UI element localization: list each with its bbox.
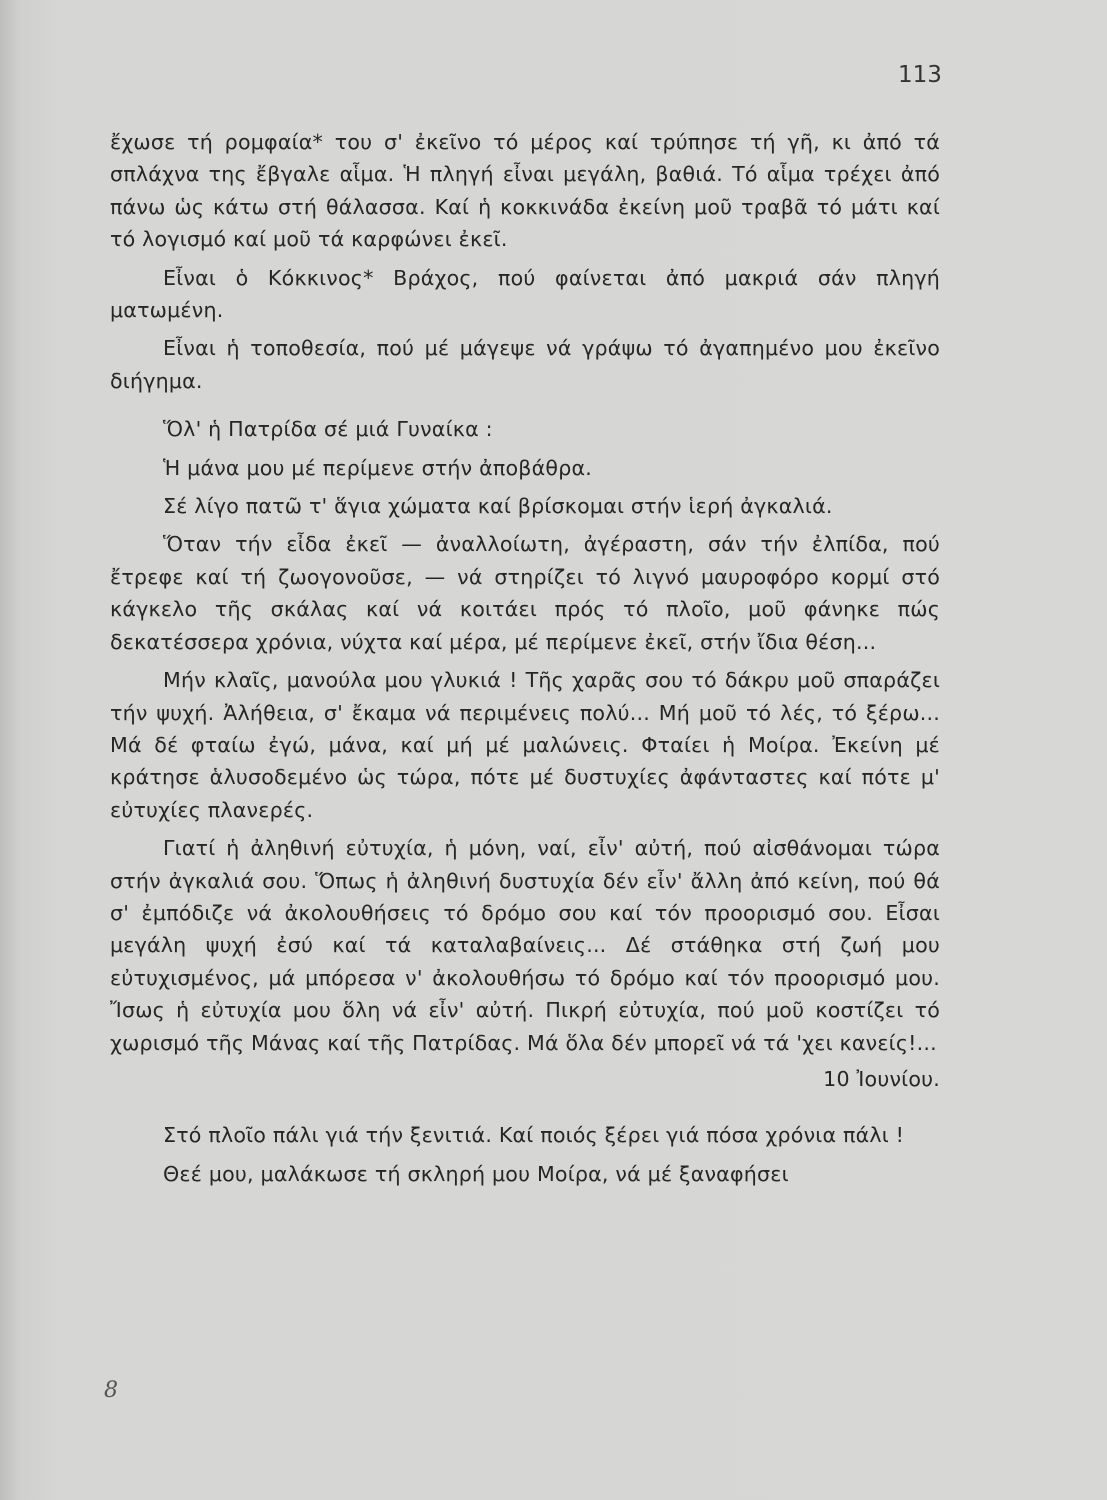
paragraph-9: Γιατί ἡ ἀληθινή εὐτυχία, ἡ μόνη, ναί, εἶν' αὐτή, πού αἰσθάνομαι τώρα στήν ἀγκαλιά σου. Ὅπως ἡ ἀληθινή δυστυχία δέν εἶν' ἄλλη ἀπό κείνη, πού θά σ' ἐμπόδιζε νά ἀκολουθήσεις τό δρόμο σου καί τόν προορισμό σου. Εἶσαι μεγάλη ψυχή ἐσύ καί τά καταλαβαίνεις... Δέ στάθηκα στή ζωή μου εὐτυχισμένος, μά μπόρεσα ν' ἀκολουθήσω τό δρόμο καί τόν προορισμό μου. Ἴσως ἡ εὐτυχία μου ὅλη νά εἶν' αὐτή. Πικρή εὐτυχία, πού μοῦ κοστίζει τό χωρισμό τῆς Μάνας καί τῆς Πατρίδας. Μά ὅλα δέν μπορεῖ νά τά 'χει κανείς!... bbox=[110, 836, 940, 1055]
body-text bbox=[110, 126, 940, 1190]
page-number: 113 bbox=[898, 62, 942, 88]
paragraph-4: Ὅλ' ἡ Πατρίδα σέ μιά Γυναίκα : bbox=[163, 417, 493, 442]
paragraph-2: Εἶναι ὁ Κόκκινος* Βράχος, πού φαίνεται ἀπό μακριά σάν πληγή ματωμένη. bbox=[110, 265, 940, 323]
paragraph-7: Ὅταν τήν εἶδα ἐκεῖ — ἀναλλοίωτη, ἀγέραστη, σάν τήν ἐλπίδα, πού ἔτρεφε καί τή ζωογονοῦσε, — νά στηρίζει τό λιγνό μαυροφόρο κορμί στό κάγκελο τῆς σκάλας καί νά κοιτάει πρός τό πλοῖο, μοῦ φάνηκε πώς δεκατέσσερα χρόνια, νύχτα καί μέρα, μέ περίμενε ἐκεῖ, στήν ἴδια θέση... bbox=[110, 532, 940, 654]
paragraph-6: Σέ λίγο πατῶ τ' ἅγια χώματα καί βρίσκομαι στήν ἱερή ἀγκαλιά. bbox=[163, 494, 833, 519]
paragraph-11: Θεέ μου, μαλάκωσε τή σκληρή μου Μοίρα, νά μέ ξαναφήσει bbox=[163, 1161, 789, 1186]
paragraph-3: Εἶναι ἡ τοποθεσία, πού μέ μάγεψε νά γράψω τό ἀγαπημένο μου ἐκεῖνο διήγημα. bbox=[110, 336, 940, 393]
paragraph-8: Μήν κλαῖς, μανούλα μου γλυκιά ! Τῆς χαρᾶς σου τό δάκρυ μοῦ σπαράζει τήν ψυχή. Ἀλήθεια, σ' ἔκαμα νά περιμένεις πολύ... Μή μοῦ τό λές, τό ξέρω... Μά δέ φταίω ἐγώ, μάνα, καί μή μέ μαλώνεις. Φταίει ἡ Μοίρα. Ἐκείνη μέ κράτησε ἁλυσοδεμένο ὡς τώρα, πότε μέ δυστυχίες ἀφάνταστες καί πότε μ' εὐτυχίες πλανερές. bbox=[110, 668, 940, 822]
date-line: 10 Ἰουνίου. bbox=[823, 1066, 940, 1091]
paragraph-10: Στό πλοῖο πάλι γιά τήν ξενιτιά. Καί ποιός ξέρει γιά πόσα χρόνια πάλι ! bbox=[163, 1123, 905, 1148]
paragraph-1: ἔχωσε τή ρομφαία* του σ' ἐκεῖνο τό μέρος καί τρύπησε τή γῆ, κι ἀπό τά σπλάχνα της ἔβγαλε αἷμα. Ἡ πληγή εἶναι μεγάλη, βαθιά. Τό αἷμα τρέχει ἀπό πάνω ὡς κάτω στή θάλασσα. Καί ἡ κοκκινάδα ἐκείνη μοῦ τραβᾶ τό μάτι καί τό λογισμό καί μοῦ τά καρφώνει ἐκεῖ. bbox=[110, 130, 940, 252]
paragraph-5: Ἡ μάνα μου μέ περίμενε στήν ἀποβάθρα. bbox=[163, 455, 593, 480]
signature-mark: 8 bbox=[104, 1378, 118, 1403]
